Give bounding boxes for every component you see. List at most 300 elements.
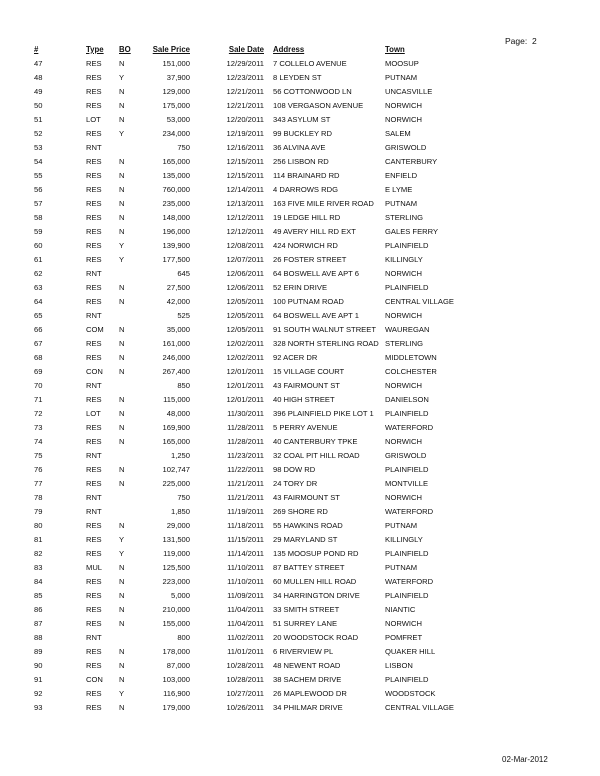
page-number: 2	[532, 36, 537, 46]
cell-gap	[264, 673, 273, 687]
cell-town: PLAINFIELD	[385, 591, 429, 600]
cell-type: RES	[86, 423, 102, 432]
table-row	[34, 141, 475, 155]
cell-gap	[264, 687, 273, 701]
cell-sale-date: 12/05/2011	[226, 325, 264, 334]
cell-sale-price: 225,000	[162, 479, 190, 488]
cell-type: RES	[86, 339, 102, 348]
cell-bo: N	[119, 605, 125, 614]
cell-sale-date: 12/01/2011	[226, 395, 264, 404]
cell-sale-price: 135,000	[162, 171, 190, 180]
cell-bo: Y	[119, 73, 125, 82]
cell-sale-price: 139,900	[162, 241, 190, 250]
cell-address: 64 BOSWELL AVE APT 6	[273, 269, 359, 278]
cell-gap	[264, 267, 273, 281]
cell-sale-price: 165,000	[162, 437, 190, 446]
cell-type: CON	[86, 675, 103, 684]
cell-sale-price: 5,000	[170, 591, 190, 600]
cell-town: NORWICH	[385, 311, 422, 320]
cell-type: RES	[86, 297, 102, 306]
cell-type: RES	[86, 157, 102, 166]
cell-bo: N	[119, 213, 125, 222]
table-row	[34, 253, 475, 267]
column-header-sale-price: Sale Price	[152, 45, 190, 54]
cell-type: RES	[86, 171, 102, 180]
cell-num: 67	[34, 339, 43, 348]
table-row	[34, 463, 475, 477]
cell-gap	[264, 127, 273, 141]
cell-sale-date: 12/15/2011	[226, 171, 264, 180]
cell-bo: N	[119, 465, 125, 474]
cell-sale-date: 11/30/2011	[227, 409, 264, 418]
cell-num: 85	[34, 591, 43, 600]
cell-town: CENTRAL VILLAGE	[385, 297, 454, 306]
cell-sale-price: 760,000	[162, 185, 190, 194]
page-label: Page:	[505, 36, 528, 46]
cell-gap	[264, 407, 273, 421]
cell-town: E LYME	[385, 185, 413, 194]
cell-gap	[264, 141, 273, 155]
cell-bo	[119, 491, 150, 505]
cell-town: NORWICH	[385, 619, 422, 628]
cell-town: PUTNAM	[385, 563, 418, 572]
cell-bo: N	[119, 185, 125, 194]
cell-town: ENFIELD	[385, 171, 418, 180]
cell-sale-price: 131,500	[162, 535, 190, 544]
cell-sale-date: 11/15/2011	[227, 535, 264, 544]
cell-num: 62	[34, 269, 43, 278]
cell-gap	[264, 113, 273, 127]
cell-num: 64	[34, 297, 43, 306]
cell-type: RES	[86, 59, 102, 68]
cell-sale-price: 148,000	[162, 213, 190, 222]
cell-gap	[264, 435, 273, 449]
cell-gap	[264, 659, 273, 673]
column-header-town: Town	[385, 45, 405, 54]
cell-town: NORWICH	[385, 493, 422, 502]
cell-type: RES	[86, 255, 102, 264]
table-row	[34, 323, 475, 337]
cell-sale-price: 750	[177, 493, 190, 502]
sales-table	[34, 43, 475, 715]
cell-town: NORWICH	[385, 381, 422, 390]
cell-address: 7 COLLELO AVENUE	[273, 59, 347, 68]
cell-sale-price: 129,000	[162, 87, 190, 96]
cell-gap	[264, 337, 273, 351]
cell-type: RES	[86, 549, 102, 558]
cell-address: 343 ASYLUM ST	[273, 115, 331, 124]
cell-type: RES	[86, 87, 102, 96]
cell-sale-price: 37,900	[166, 73, 190, 82]
cell-sale-price: 48,000	[166, 409, 190, 418]
cell-sale-date: 12/05/2011	[226, 297, 264, 306]
cell-bo: N	[119, 199, 125, 208]
cell-type: RES	[86, 213, 102, 222]
cell-sale-date: 11/23/2011	[227, 451, 264, 460]
cell-num: 91	[34, 675, 43, 684]
table-row	[34, 309, 475, 323]
cell-sale-date: 12/12/2011	[226, 227, 264, 236]
table-row	[34, 267, 475, 281]
cell-bo: N	[119, 479, 125, 488]
cell-gap	[264, 421, 273, 435]
cell-town: PLAINFIELD	[385, 675, 429, 684]
cell-num: 53	[34, 143, 43, 152]
table-row	[34, 519, 475, 533]
table-row	[34, 561, 475, 575]
cell-address: 38 SACHEM DRIVE	[273, 675, 342, 684]
cell-sale-price: 177,500	[162, 255, 190, 264]
cell-num: 72	[34, 409, 43, 418]
cell-bo: N	[119, 619, 125, 628]
cell-sale-date: 11/10/2011	[227, 563, 264, 572]
cell-bo	[119, 449, 150, 463]
cell-sale-date: 12/14/2011	[226, 185, 264, 194]
cell-sale-date: 12/12/2011	[226, 213, 264, 222]
cell-bo: N	[119, 521, 125, 530]
table-row	[34, 589, 475, 603]
table-row	[34, 673, 475, 687]
table-row	[34, 197, 475, 211]
cell-address: 34 PHILMAR DRIVE	[273, 703, 343, 712]
column-header-num: #	[34, 45, 39, 54]
cell-type: RES	[86, 73, 102, 82]
cell-type: RES	[86, 647, 102, 656]
cell-num: 76	[34, 465, 43, 474]
cell-bo: N	[119, 437, 125, 446]
cell-type: RES	[86, 605, 102, 614]
cell-sale-price: 267,400	[162, 367, 190, 376]
table-row	[34, 337, 475, 351]
cell-gap	[264, 617, 273, 631]
column-gap	[264, 43, 273, 57]
cell-sale-price: 103,000	[162, 675, 190, 684]
cell-address: 20 WOODSTOCK ROAD	[273, 633, 359, 642]
cell-address: 43 FAIRMOUNT ST	[273, 381, 340, 390]
cell-address: 256 LISBON RD	[273, 157, 329, 166]
table-row	[34, 127, 475, 141]
cell-num: 86	[34, 605, 43, 614]
cell-sale-date: 12/07/2011	[226, 255, 264, 264]
table-row	[34, 393, 475, 407]
table-row	[34, 547, 475, 561]
table-row	[34, 701, 475, 715]
column-header-sale-date: Sale Date	[228, 45, 264, 54]
cell-type: RES	[86, 101, 102, 110]
cell-sale-price: 179,000	[162, 703, 190, 712]
cell-type: RNT	[86, 493, 102, 502]
cell-town: COLCHESTER	[385, 367, 437, 376]
cell-sale-price: 750	[177, 143, 190, 152]
cell-bo	[119, 631, 150, 645]
table-row	[34, 99, 475, 113]
table-row	[34, 113, 475, 127]
cell-gap	[264, 477, 273, 491]
cell-num: 66	[34, 325, 43, 334]
cell-type: RES	[86, 535, 102, 544]
cell-address: 49 AVERY HILL RD EXT	[273, 227, 356, 236]
cell-num: 51	[34, 115, 43, 124]
cell-type: RES	[86, 241, 102, 250]
cell-num: 61	[34, 255, 43, 264]
cell-num: 90	[34, 661, 43, 670]
cell-town: WAUREGAN	[385, 325, 430, 334]
cell-type: RES	[86, 465, 102, 474]
cell-num: 59	[34, 227, 43, 236]
cell-town: PUTNAM	[385, 73, 418, 82]
cell-address: 8 LEYDEN ST	[273, 73, 322, 82]
cell-gap	[264, 603, 273, 617]
cell-town: PLAINFIELD	[385, 549, 429, 558]
cell-address: 36 ALVINA AVE	[273, 143, 326, 152]
column-header-type: Type	[86, 45, 104, 54]
cell-sale-price: 178,000	[162, 647, 190, 656]
cell-gap	[264, 589, 273, 603]
cell-bo: Y	[119, 549, 125, 558]
cell-type: COM	[86, 325, 104, 334]
cell-bo: Y	[119, 129, 125, 138]
cell-town: MOOSUP	[385, 59, 419, 68]
table-row	[34, 85, 475, 99]
table-row	[34, 421, 475, 435]
cell-num: 84	[34, 577, 43, 586]
cell-sale-price: 210,000	[162, 605, 190, 614]
table-row	[34, 183, 475, 197]
cell-address: 55 HAWKINS ROAD	[273, 521, 343, 530]
cell-gap	[264, 99, 273, 113]
cell-address: 43 FAIRMOUNT ST	[273, 493, 340, 502]
cell-town: PLAINFIELD	[385, 283, 429, 292]
cell-type: RES	[86, 689, 102, 698]
table-row	[34, 603, 475, 617]
cell-bo: N	[119, 59, 125, 68]
cell-bo	[119, 141, 150, 155]
cell-num: 69	[34, 367, 43, 376]
cell-sale-price: 246,000	[162, 353, 190, 362]
cell-type: RES	[86, 703, 102, 712]
table-row	[34, 379, 475, 393]
cell-bo: Y	[119, 689, 125, 698]
cell-sale-date: 12/08/2011	[226, 241, 264, 250]
cell-sale-date: 12/01/2011	[226, 367, 264, 376]
cell-type: RES	[86, 619, 102, 628]
cell-sale-price: 169,900	[162, 423, 190, 432]
cell-bo: N	[119, 115, 125, 124]
table-row	[34, 617, 475, 631]
table-row	[34, 659, 475, 673]
cell-bo: N	[119, 409, 125, 418]
cell-sale-date: 11/21/2011	[227, 493, 264, 502]
cell-type: LOT	[86, 409, 101, 418]
cell-type: RES	[86, 129, 102, 138]
cell-sale-date: 12/02/2011	[226, 353, 264, 362]
column-header-bo: BO	[119, 45, 131, 54]
cell-sale-price: 800	[177, 633, 190, 642]
cell-sale-price: 27,500	[166, 283, 190, 292]
cell-address: 33 SMITH STREET	[273, 605, 340, 614]
cell-gap	[264, 211, 273, 225]
cell-type: RES	[86, 591, 102, 600]
cell-gap	[264, 575, 273, 589]
cell-type: RES	[86, 577, 102, 586]
cell-sale-date: 12/19/2011	[226, 129, 264, 138]
cell-num: 58	[34, 213, 43, 222]
cell-town: QUAKER HILL	[385, 647, 436, 656]
cell-sale-date: 10/28/2011	[226, 661, 264, 670]
cell-gap	[264, 253, 273, 267]
cell-address: 40 HIGH STREET	[273, 395, 335, 404]
cell-town: WOODSTOCK	[385, 689, 436, 698]
cell-sale-date: 12/21/2011	[226, 101, 264, 110]
cell-type: RES	[86, 479, 102, 488]
table-body	[34, 57, 475, 715]
cell-sale-date: 12/23/2011	[226, 73, 264, 82]
cell-num: 93	[34, 703, 43, 712]
cell-type: LOT	[86, 115, 101, 124]
cell-address: 26 FOSTER STREET	[273, 255, 347, 264]
cell-gap	[264, 365, 273, 379]
cell-address: 328 NORTH STERLING ROAD	[273, 339, 379, 348]
cell-sale-date: 12/06/2011	[226, 283, 264, 292]
table-row	[34, 645, 475, 659]
cell-address: 98 DOW RD	[273, 465, 316, 474]
cell-num: 83	[34, 563, 43, 572]
cell-type: RNT	[86, 451, 102, 460]
cell-sale-price: 1,250	[170, 451, 190, 460]
cell-town: NORWICH	[385, 101, 422, 110]
cell-town: MIDDLETOWN	[385, 353, 437, 362]
cell-num: 77	[34, 479, 43, 488]
cell-bo	[119, 309, 150, 323]
cell-address: 40 CANTERBURY TPKE	[273, 437, 358, 446]
cell-sale-price: 116,900	[163, 689, 190, 698]
cell-address: 87 BATTEY STREET	[273, 563, 345, 572]
cell-sale-price: 525	[177, 311, 190, 320]
cell-type: RES	[86, 185, 102, 194]
cell-address: 34 HARRINGTON DRIVE	[273, 591, 360, 600]
cell-type: RNT	[86, 507, 102, 516]
cell-address: 100 PUTNAM ROAD	[273, 297, 344, 306]
table-row	[34, 449, 475, 463]
cell-bo: N	[119, 227, 125, 236]
cell-num: 81	[34, 535, 43, 544]
table-row	[34, 225, 475, 239]
cell-gap	[264, 309, 273, 323]
cell-gap	[264, 183, 273, 197]
cell-address: 135 MOOSUP POND RD	[273, 549, 359, 558]
cell-address: 56 COTTONWOOD LN	[273, 87, 352, 96]
table-row	[34, 435, 475, 449]
table-row	[34, 351, 475, 365]
table-row	[34, 407, 475, 421]
cell-sale-date: 11/14/2011	[227, 549, 264, 558]
table-row	[34, 239, 475, 253]
cell-type: RES	[86, 283, 102, 292]
cell-sale-date: 12/21/2011	[226, 87, 264, 96]
cell-sale-date: 12/05/2011	[226, 311, 264, 320]
cell-sale-price: 35,000	[166, 325, 190, 334]
cell-town: GALES FERRY	[385, 227, 439, 236]
cell-bo: N	[119, 283, 125, 292]
cell-address: 24 TORY DR	[273, 479, 318, 488]
cell-address: 48 NEWENT ROAD	[273, 661, 341, 670]
cell-bo: N	[119, 157, 125, 166]
cell-sale-price: 102,747	[162, 465, 190, 474]
cell-gap	[264, 449, 273, 463]
cell-address: 60 MULLEN HILL ROAD	[273, 577, 357, 586]
cell-gap	[264, 547, 273, 561]
cell-gap	[264, 225, 273, 239]
cell-bo: N	[119, 171, 125, 180]
cell-type: RNT	[86, 143, 102, 152]
table-row	[34, 155, 475, 169]
cell-type: RNT	[86, 311, 102, 320]
cell-town: GRISWOLD	[385, 143, 427, 152]
cell-sale-date: 12/13/2011	[226, 199, 264, 208]
cell-sale-price: 115,000	[163, 395, 190, 404]
cell-sale-date: 11/09/2011	[227, 591, 264, 600]
cell-town: WATERFORD	[385, 507, 434, 516]
cell-sale-date: 10/27/2011	[226, 689, 264, 698]
table-row	[34, 575, 475, 589]
cell-bo: N	[119, 339, 125, 348]
table-row	[34, 295, 475, 309]
cell-type: RES	[86, 199, 102, 208]
cell-bo: N	[119, 353, 125, 362]
table-row	[34, 533, 475, 547]
cell-town: MONTVILLE	[385, 479, 429, 488]
cell-num: 47	[34, 59, 43, 68]
cell-gap	[264, 379, 273, 393]
cell-num: 74	[34, 437, 43, 446]
cell-sale-date: 11/22/2011	[227, 465, 264, 474]
cell-town: SALEM	[385, 129, 411, 138]
table-row	[34, 687, 475, 701]
cell-gap	[264, 281, 273, 295]
cell-bo: N	[119, 563, 125, 572]
cell-gap	[264, 57, 273, 71]
cell-town: PLAINFIELD	[385, 465, 429, 474]
cell-gap	[264, 197, 273, 211]
cell-num: 78	[34, 493, 43, 502]
cell-gap	[264, 631, 273, 645]
cell-address: 424 NORWICH RD	[273, 241, 338, 250]
cell-town: KILLINGLY	[385, 255, 423, 264]
cell-bo: N	[119, 661, 125, 670]
cell-num: 48	[34, 73, 43, 82]
cell-type: RNT	[86, 633, 102, 642]
cell-num: 56	[34, 185, 43, 194]
cell-sale-price: 53,000	[166, 115, 190, 124]
cell-sale-price: 196,000	[162, 227, 190, 236]
table-row	[34, 211, 475, 225]
cell-gap	[264, 561, 273, 575]
cell-address: 51 SURREY LANE	[273, 619, 338, 628]
cell-sale-date: 11/10/2011	[227, 577, 264, 586]
cell-num: 71	[34, 395, 43, 404]
cell-town: PLAINFIELD	[385, 241, 429, 250]
cell-sale-date: 11/28/2011	[227, 423, 264, 432]
cell-bo: N	[119, 325, 125, 334]
cell-sale-price: 165,000	[162, 157, 190, 166]
cell-num: 92	[34, 689, 43, 698]
cell-num: 49	[34, 87, 43, 96]
cell-gap	[264, 295, 273, 309]
cell-town: STERLING	[385, 213, 423, 222]
cell-type: MUL	[86, 563, 103, 572]
cell-bo: N	[119, 367, 125, 376]
cell-address: 99 BUCKLEY RD	[273, 129, 332, 138]
